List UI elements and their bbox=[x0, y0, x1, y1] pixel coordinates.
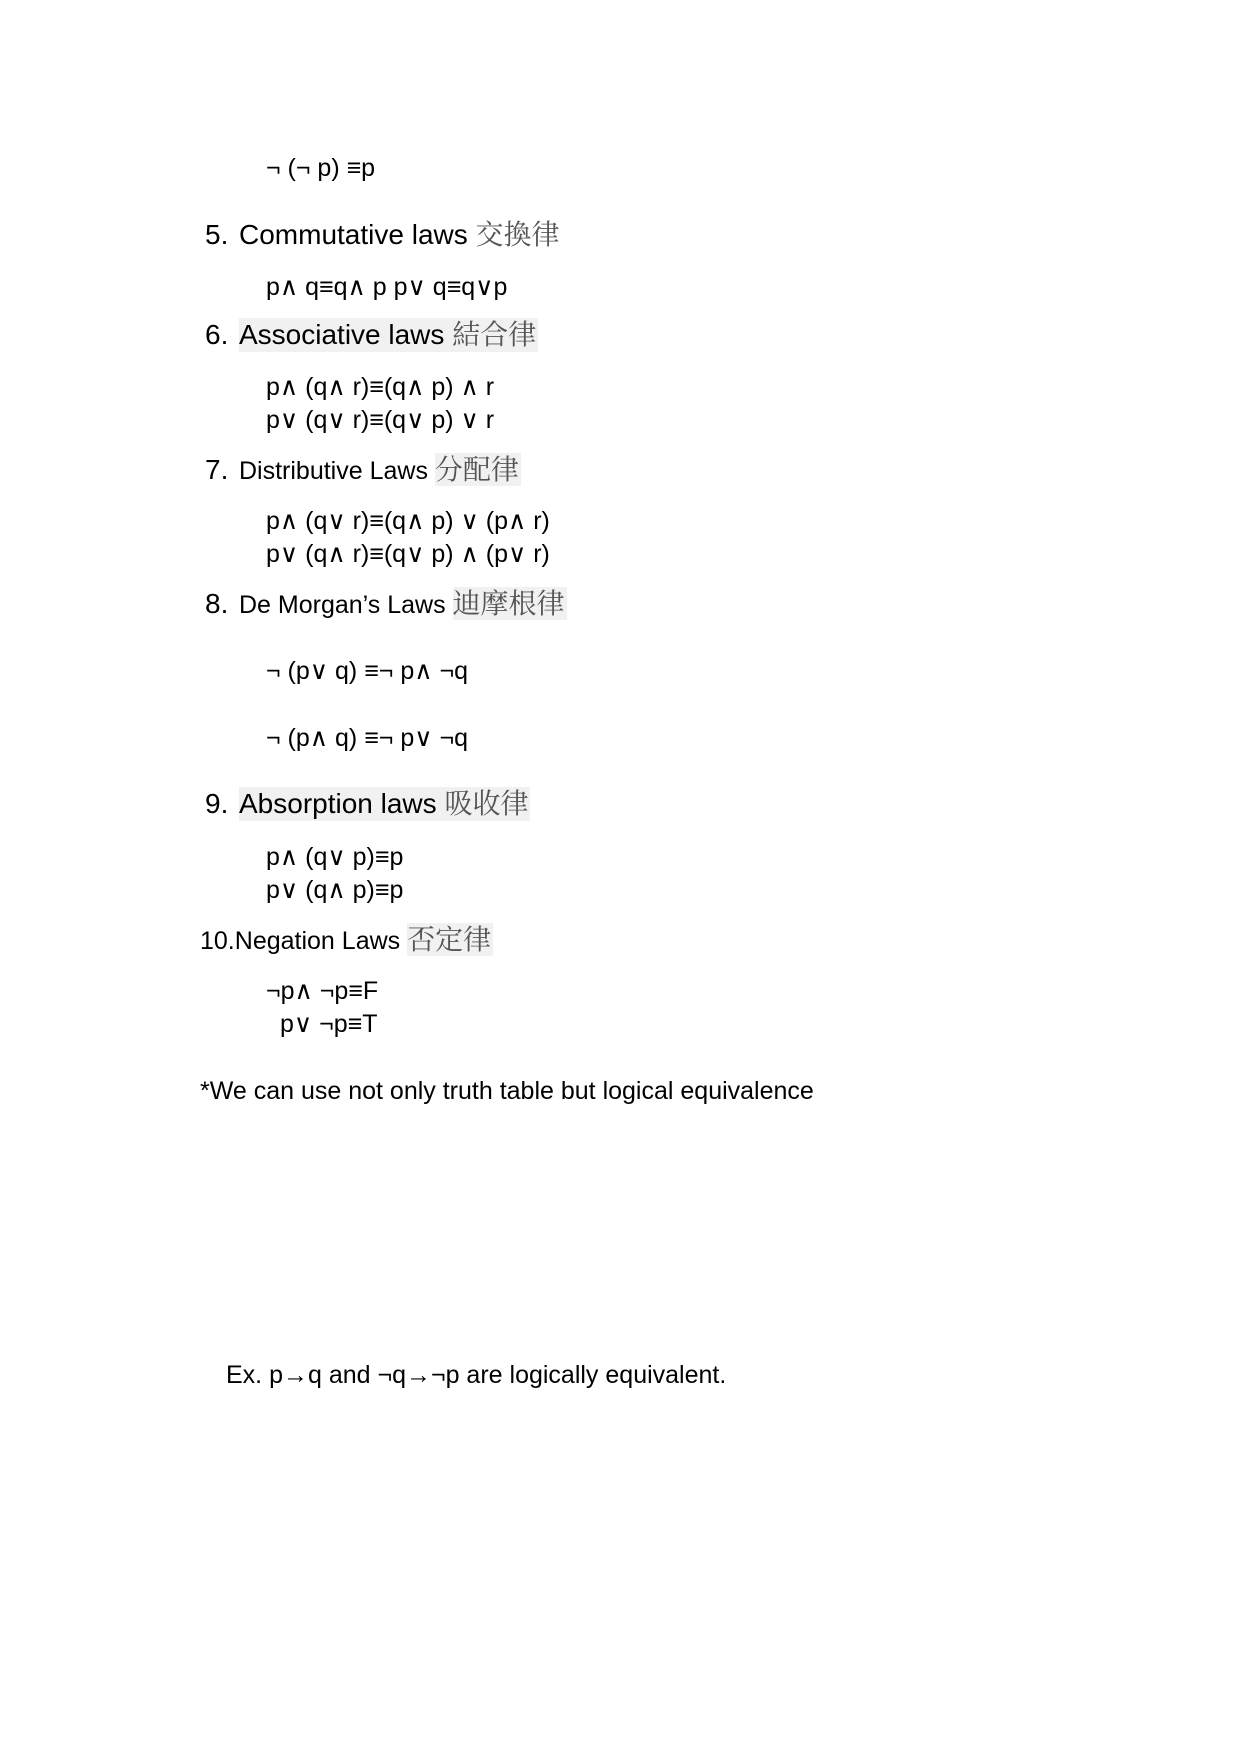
negation-formula-and: ¬p∧ ¬p≡F bbox=[266, 977, 379, 1005]
associative-formula-or: p∨ (q∨ r)≡(q∨ p) ∨ r bbox=[266, 406, 495, 434]
section-7-number: 7. bbox=[205, 454, 229, 485]
section-6-cjk-title: 結合律 bbox=[452, 318, 537, 351]
equivalence-note: *We can use not only truth table but logical equivalence bbox=[200, 1077, 814, 1105]
section-9-title: Absorption laws bbox=[239, 788, 445, 819]
section-10-title: Negation Laws bbox=[234, 927, 408, 955]
section-6-number: 6. bbox=[205, 319, 229, 350]
associative-formula-and: p∧ (q∧ r)≡(q∧ p) ∧ r bbox=[266, 373, 495, 401]
negation-formula-or: p∨ ¬p≡T bbox=[280, 1010, 378, 1038]
section-8-cjk-title: 迪摩根律 bbox=[452, 587, 565, 620]
section-6-title: Associative laws bbox=[239, 319, 453, 350]
section-10-number: 10. bbox=[200, 927, 235, 955]
distributive-formula-or: p∨ (q∧ r)≡(q∨ p) ∧ (p∨ r) bbox=[266, 540, 550, 568]
section-6-heading bbox=[239, 318, 538, 352]
section-5-heading bbox=[239, 218, 560, 252]
section-10-cjk-title: 否定律 bbox=[407, 923, 492, 956]
section-7-cjk-title: 分配律 bbox=[434, 453, 519, 486]
section-5-number: 5. bbox=[205, 219, 229, 250]
section-5-cjk-title: 交換律 bbox=[475, 218, 560, 251]
section-9-heading bbox=[239, 787, 530, 821]
section-5-title: Commutative laws bbox=[239, 219, 476, 250]
section-8-title: De Morgan’s Laws bbox=[239, 591, 453, 619]
absorption-formula-or: p∨ (q∧ p)≡p bbox=[266, 876, 404, 904]
example-statement: Ex. p→q and ¬q→¬p are logically equivalent. bbox=[226, 1361, 727, 1389]
section-10-heading bbox=[200, 923, 493, 958]
section-8-number: 8. bbox=[205, 588, 229, 619]
absorption-formula-and: p∧ (q∨ p)≡p bbox=[266, 843, 404, 871]
de-morgan-formula-and: ¬ (p∧ q) ≡¬ p∨ ¬q bbox=[266, 724, 468, 752]
section-9-cjk-title: 吸收律 bbox=[444, 787, 529, 820]
commutative-formula: p∧ q≡q∧ p p∨ q≡q∨p bbox=[266, 273, 508, 301]
section-8-heading bbox=[239, 587, 567, 622]
distributive-formula-and: p∧ (q∨ r)≡(q∧ p) ∨ (p∧ r) bbox=[266, 507, 550, 535]
section-7-title: Distributive Laws bbox=[239, 457, 435, 485]
double-negation-formula: ¬ (¬ p) ≡p bbox=[266, 154, 376, 182]
de-morgan-formula-or: ¬ (p∨ q) ≡¬ p∧ ¬q bbox=[266, 657, 468, 685]
section-7-heading bbox=[239, 453, 521, 488]
section-9-number: 9. bbox=[205, 788, 229, 819]
